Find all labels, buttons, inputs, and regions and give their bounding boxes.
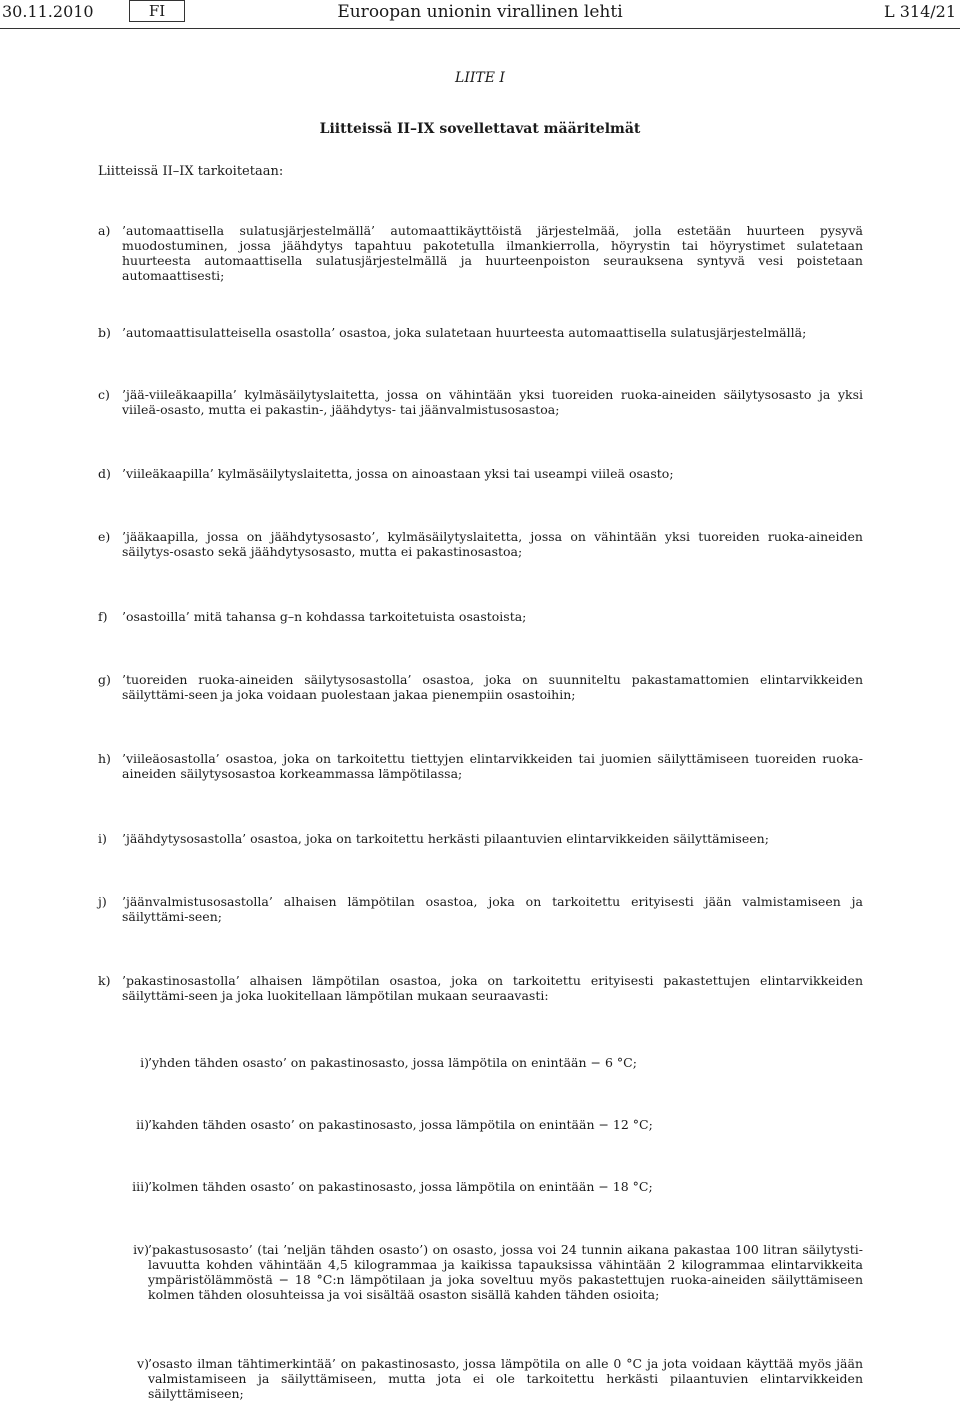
journal-title: Euroopan unionin virallinen lehti — [337, 2, 623, 22]
definition-marker: f) — [98, 609, 108, 624]
definition-text: ’automaattisella sulatusjärjestelmällä’ automaattikäyttöistä järjestelmää, jolla estetään huurteen pysyvä muodostuminen, jossa jäähdytys tapahtuu pakotetulla ilmankierrolla, höyrystin tai höyrystimet sulatetaan huurteesta automaattisella sulatusjärjestelmällä ja huurteenpoiston seurauksena syntyvä vesi poistetaan automaattisesti; — [122, 223, 863, 283]
definition-marker: h) — [98, 751, 111, 766]
definition-g — [98, 672, 863, 702]
subitem-text: ’osasto ilman tähtimerkintää’ on pakastinosasto, jossa lämpötila on alle 0 °C ja jota voidaan käyttää myös jään valmistamiseen ja säilyttämiseen, mutta jota ei ole tarkoitettu herkästi pilaantuvien elintarvikkeiden säilyttämiseen; — [148, 1356, 863, 1401]
definition-text: ’jääkaapilla, jossa on jäähdytysosasto’, kylmäsäilytyslaitetta, jossa on vähintään yksi tuoreiden ruoka-aineiden säilytys-osasto sekä jäähdytysosasto, mutta ei pakastinosastoa; — [122, 529, 863, 559]
definition-text: ’pakastinosastolla’ alhaisen lämpötilan osastoa, joka on tarkoitettu erityisesti pakastettujen elintarvikkeiden säilyttämi-seen ja joka luokitellaan lämpötilan mukaan seuraavasti: — [122, 973, 863, 1003]
subitem-marker: iv) — [133, 1242, 149, 1257]
definition-marker: d) — [98, 466, 111, 481]
definition-d — [98, 466, 863, 481]
definition-text: ’jäänvalmistusosastolla’ alhaisen lämpötilan osastoa, joka on tarkoitettu erityisesti jään valmistamiseen ja säilyttämi-seen; — [122, 894, 863, 924]
definition-a — [98, 223, 863, 283]
definition-text: ’viileäkaapilla’ kylmäsäilytyslaitetta, jossa on ainoastaan yksi tai useampi viileä osasto; — [122, 466, 674, 481]
definition-text: ’osastoilla’ mitä tahansa g–n kohdassa tarkoitetuista osastoista; — [122, 609, 527, 624]
definition-marker: b) — [98, 325, 111, 340]
subitem-iii — [118, 1179, 863, 1194]
definition-k — [98, 973, 863, 1003]
subitem-marker: i) — [140, 1055, 149, 1070]
subitem-ii — [118, 1117, 863, 1132]
definition-marker: a) — [98, 223, 111, 238]
definition-e — [98, 529, 863, 559]
annex-title: Liitteissä II–IX sovellettavat määritelmät — [319, 121, 641, 137]
definition-text: ’tuoreiden ruoka-aineiden säilytysosastolla’ osastoa, joka on suunniteltu pakastamattomien elintarvikkeiden säilyttämi-seen ja joka voidaan puolestaan jakaa pienempiin osastoihin; — [122, 672, 863, 702]
definition-c — [98, 387, 863, 417]
page-reference: L 314/21 — [884, 2, 956, 21]
definition-text: ’jäähdytysosastolla’ osastoa, joka on tarkoitettu herkästi pilaantuvien elintarvikkeiden säilyttämiseen; — [122, 831, 769, 846]
definition-text: ’automaattisulatteisella osastolla’ osastoa, joka sulatetaan huurteesta automaattisella sulatusjärjestelmällä; — [122, 325, 807, 340]
subitem-v — [118, 1356, 863, 1401]
subitem-marker: v) — [137, 1356, 149, 1371]
definition-text: ’jää-viileäkaapilla’ kylmäsäilytyslaitetta, jossa on vähintään yksi tuoreiden ruoka-aineiden säilytysosasto ja yksi viileä-osasto, mutta ei pakastin-, jäähdytys- tai jäänvalmistusosastoa; — [122, 387, 863, 417]
definition-b — [98, 325, 863, 340]
definition-marker: c) — [98, 387, 110, 402]
header-divider — [0, 28, 960, 29]
subitem-text: ’kolmen tähden osasto’ on pakastinosasto, jossa lämpötila on enintään − 18 °C; — [148, 1179, 653, 1194]
intro-text: Liitteissä II–IX tarkoitetaan: — [98, 164, 284, 179]
subitem-i — [118, 1055, 863, 1070]
definition-marker: i) — [98, 831, 107, 846]
subitem-marker: ii) — [136, 1117, 149, 1132]
definition-marker: k) — [98, 973, 111, 988]
definition-text: ’viileäosastolla’ osastoa, joka on tarkoitettu tiettyjen elintarvikkeiden tai juomien säilyttämiseen tuoreiden ruoka-aineiden säilytysosastoa korkeammassa lämpötilassa; — [122, 751, 863, 781]
definition-i — [98, 831, 863, 846]
definition-marker: g) — [98, 672, 111, 687]
language-code-box: FI — [129, 0, 185, 22]
definition-f — [98, 609, 863, 624]
definition-j — [98, 894, 863, 924]
subitem-iv — [118, 1242, 863, 1302]
publication-date: 30.11.2010 — [2, 2, 94, 21]
subitem-text: ’yhden tähden osasto’ on pakastinosasto, jossa lämpötila on enintään − 6 °C; — [148, 1055, 637, 1070]
page-header — [0, 0, 960, 27]
subitem-text: ’kahden tähden osasto’ on pakastinosasto, jossa lämpötila on enintään − 12 °C; — [148, 1117, 653, 1132]
definition-h — [98, 751, 863, 781]
subitem-marker: iii) — [132, 1179, 149, 1194]
annex-label: LIITE I — [455, 70, 505, 86]
definition-marker: j) — [98, 894, 107, 909]
definition-marker: e) — [98, 529, 111, 544]
subitem-text: ’pakastusosasto’ (tai ’neljän tähden osasto’) on osasto, jossa voi 24 tunnin aikana pakastaa 100 litran säilytysti-lavuutta kohden vähintään 4,5 kilogrammaa ja kaikissa tapauksissa vähintään 2 kilogrammaa elintarvikkeita ympäristölämmöstä − 18 °C:n lämpötilaan ja joka soveltuu myös pakastettujen ruoka-aineiden säilyttämiseen kolmen tähden olosuhteissa ja voi sisältää osaston sisällä kahden tähden osioita; — [148, 1242, 863, 1302]
